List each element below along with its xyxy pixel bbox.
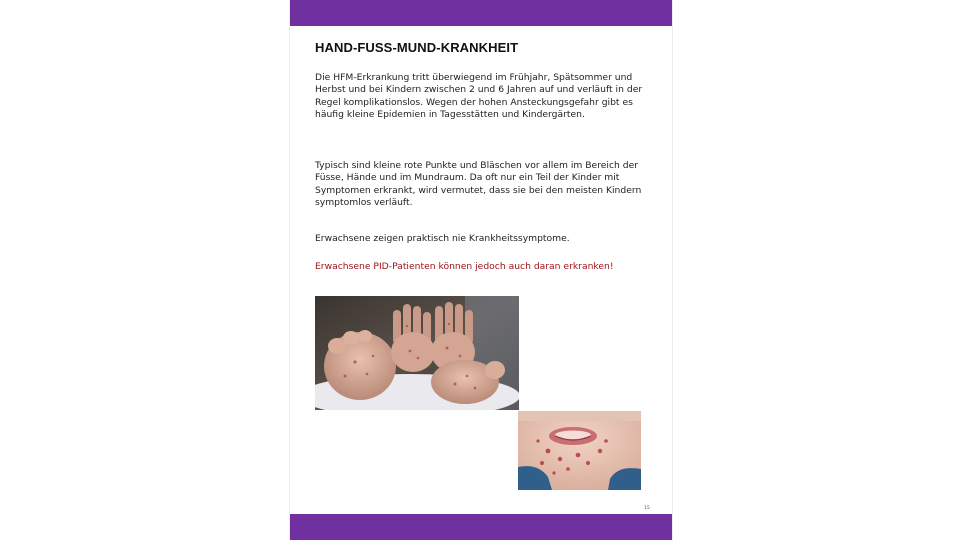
warning-text: Erwachsene PID-Patienten können jedoch auch daran erkranken! <box>315 261 614 272</box>
paragraph-adults: Erwachsene zeigen praktisch nie Krankheitssymptome. <box>315 233 570 244</box>
paragraph-symptoms: Typisch sind kleine rote Punkte und Bläschen vor allem im Bereich der Füsse, Hände und im Mundraum. Da oft nur ein Teil der Kinder mit Symptomen erkrankt, wird vermutet, dass sie bei den meisten Kindern symptomlos verläuft. <box>315 160 642 209</box>
page-title: HAND-FUSS-MUND-KRANKHEIT <box>315 40 519 55</box>
mouth-rash-photo <box>518 411 641 490</box>
paragraph-intro: Die HFM-Erkrankung tritt überwiegend im Frühjahr, Spätsommer und Herbst und bei Kindern zwischen 2 und 6 Jahren auf und verläuft in der Regel komplikationslos. Wegen der hohen Ansteckungsgefahr gibt es häufig kleine Epidemien in Tagesstätten und Kindergärten. <box>315 72 643 121</box>
bottom-color-band <box>290 514 672 540</box>
page-number: 15 <box>644 506 650 511</box>
hands-feet-photo <box>315 296 519 410</box>
top-color-band <box>290 0 672 26</box>
document-page <box>289 0 673 540</box>
